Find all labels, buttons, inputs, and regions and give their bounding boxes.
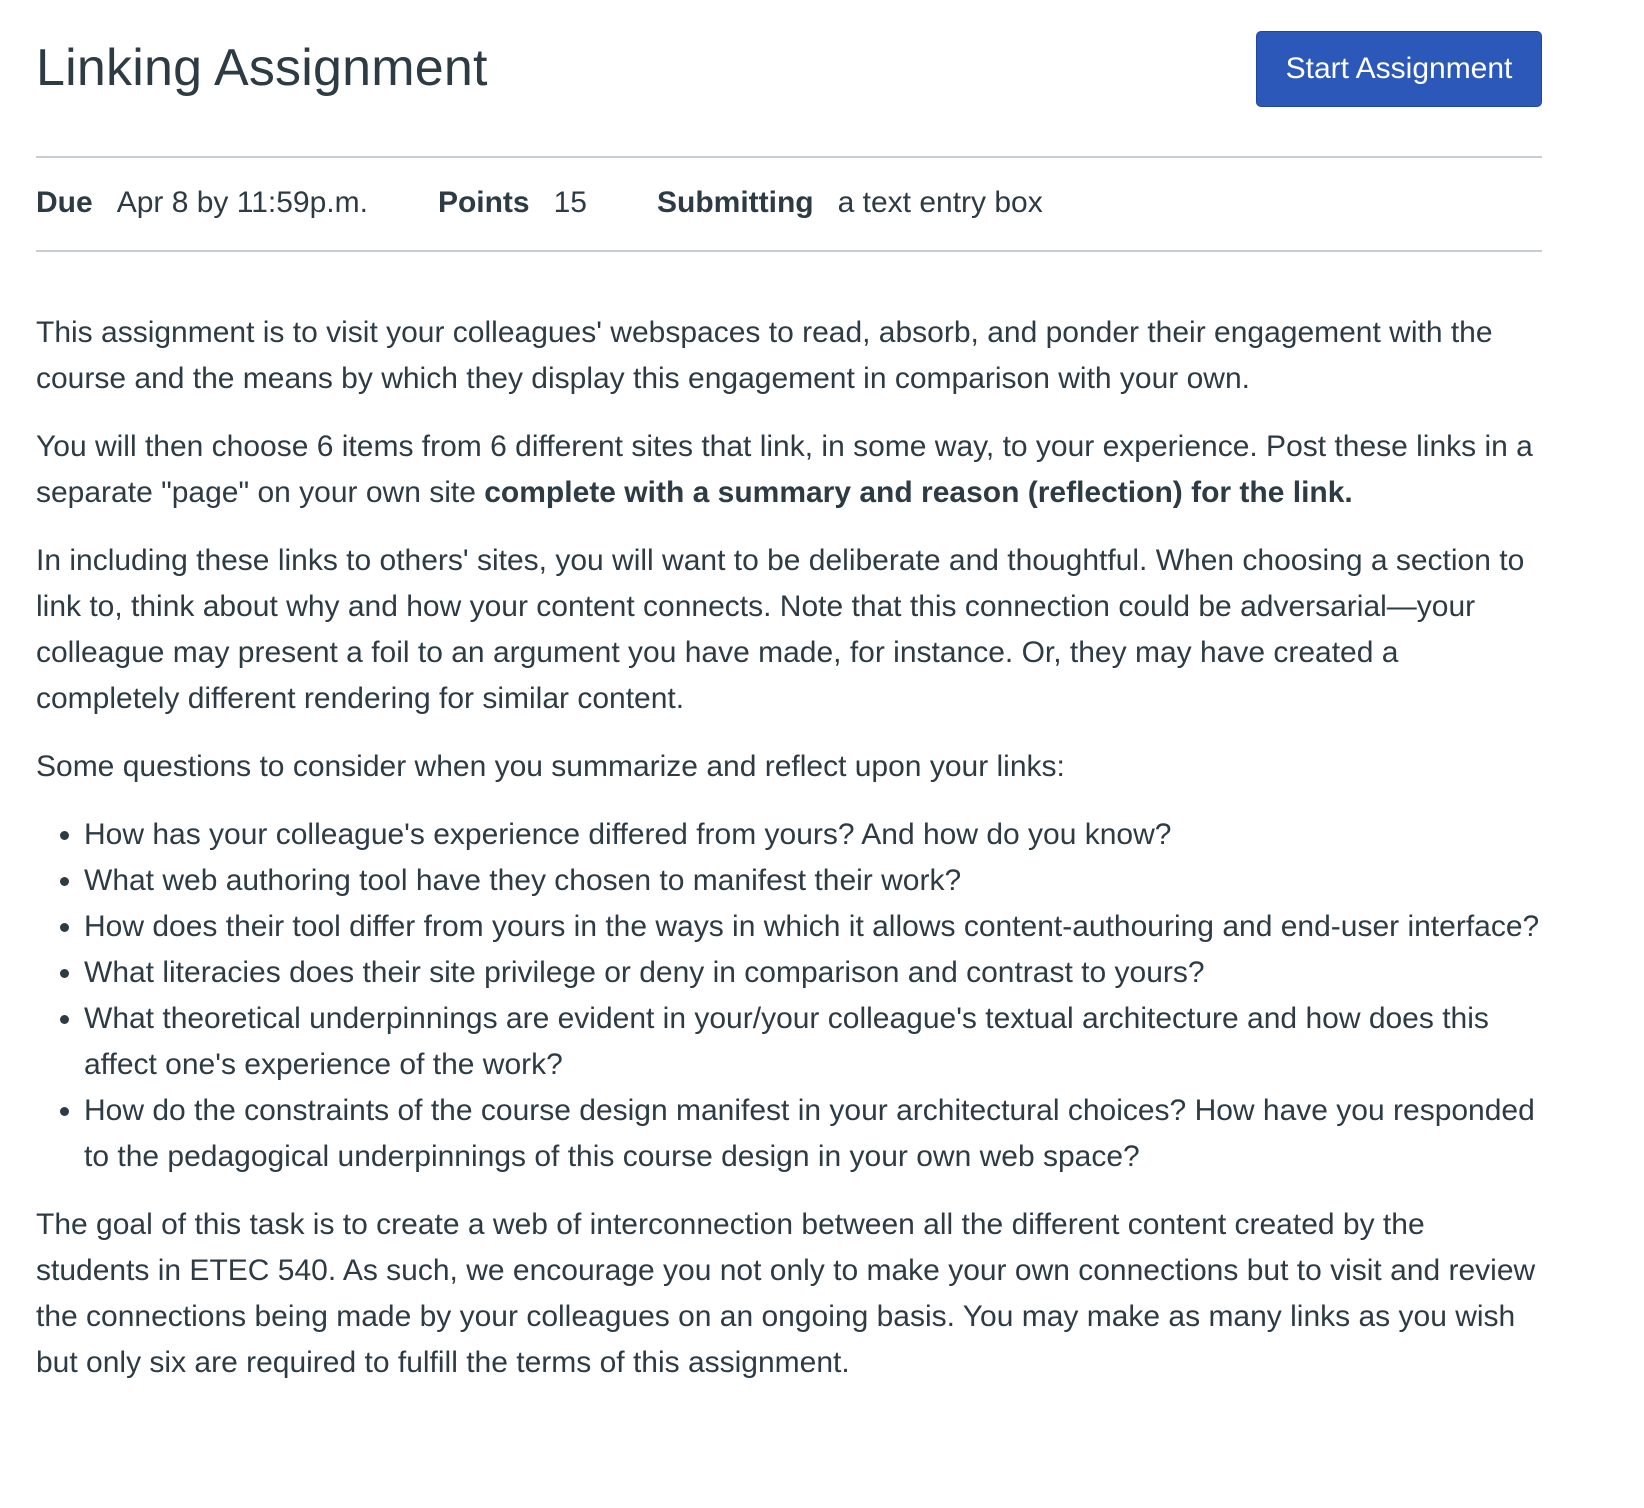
submitting-label: Submitting [656, 186, 814, 219]
question-item: • How do the constraints of the course design manifest in your architectural choices? How have you responded to the pedagogical underpinnings of this course design in your own web space? [84, 1088, 1542, 1180]
assignment-description [36, 252, 1542, 1386]
description-paragraph-5: The goal of this task is to create a web of interconnection between all the different content created by the students in ETEC 540. As such, we encourage you not only to make your own connections but to visit and review the connections being made by your colleagues on an ongoing basis. You may make as many links as you wish but only six are required to fulfill the terms of this assignment. [36, 1208, 1536, 1379]
question-item: • How has your colleague's experience differed from yours? And how do you know? [84, 812, 1542, 858]
question-item: • What web authoring tool have they chosen to manifest their work? [84, 858, 1542, 904]
due-value: Apr 8 by 11:59p.m. [116, 186, 368, 219]
submitting-detail [657, 186, 1043, 220]
due-detail [36, 186, 368, 220]
question-item: • What literacies does their site privilege or deny in comparison and contrast to yours? [84, 950, 1542, 996]
question-item: • How does their tool differ from yours in the ways in which it allows content-authouring and end-user interface? [84, 904, 1542, 950]
description-paragraph-3: In including these links to others' sites, you will want to be deliberate and thoughtful. When choosing a section to link to, think about why and how your content connects. Note that this connection could be adversarial—your colleague may present a foil to an argument you have made, for instance. Or, they may have created a completely different rendering for similar content. [36, 544, 1525, 715]
start-assignment-button[interactable]: Start Assignment [1256, 31, 1542, 107]
description-paragraph-4: Some questions to consider when you summarize and reflect upon your links: [36, 750, 1065, 783]
assignment-header [36, 0, 1542, 158]
submitting-value: a text entry box [837, 186, 1043, 219]
question-item: • What theoretical underpinnings are evident in your/your colleague's textual architecture and how does this affect one's experience of the work? [84, 996, 1542, 1088]
description-paragraph-2-emphasis: complete with a summary and reason (reflection) for the link. [484, 476, 1353, 509]
questions-list [36, 812, 1542, 1180]
assignment-details [36, 158, 1542, 252]
points-label: Points [437, 186, 530, 219]
description-paragraph-2 [36, 424, 1542, 516]
points-detail [438, 186, 587, 220]
points-value: 15 [553, 186, 587, 219]
due-label: Due [36, 186, 93, 219]
description-paragraph-2-text: You will then choose 6 items from 6 different sites that link, in some way, to your experience. Post these links in a separate "page" on your own site [36, 430, 1533, 509]
description-paragraph-1: This assignment is to visit your colleagues' webspaces to read, absorb, and ponder their engagement with the course and the means by which they display this engagement in comparison with your own. [36, 316, 1493, 395]
page-title: Linking Assignment [36, 39, 488, 97]
